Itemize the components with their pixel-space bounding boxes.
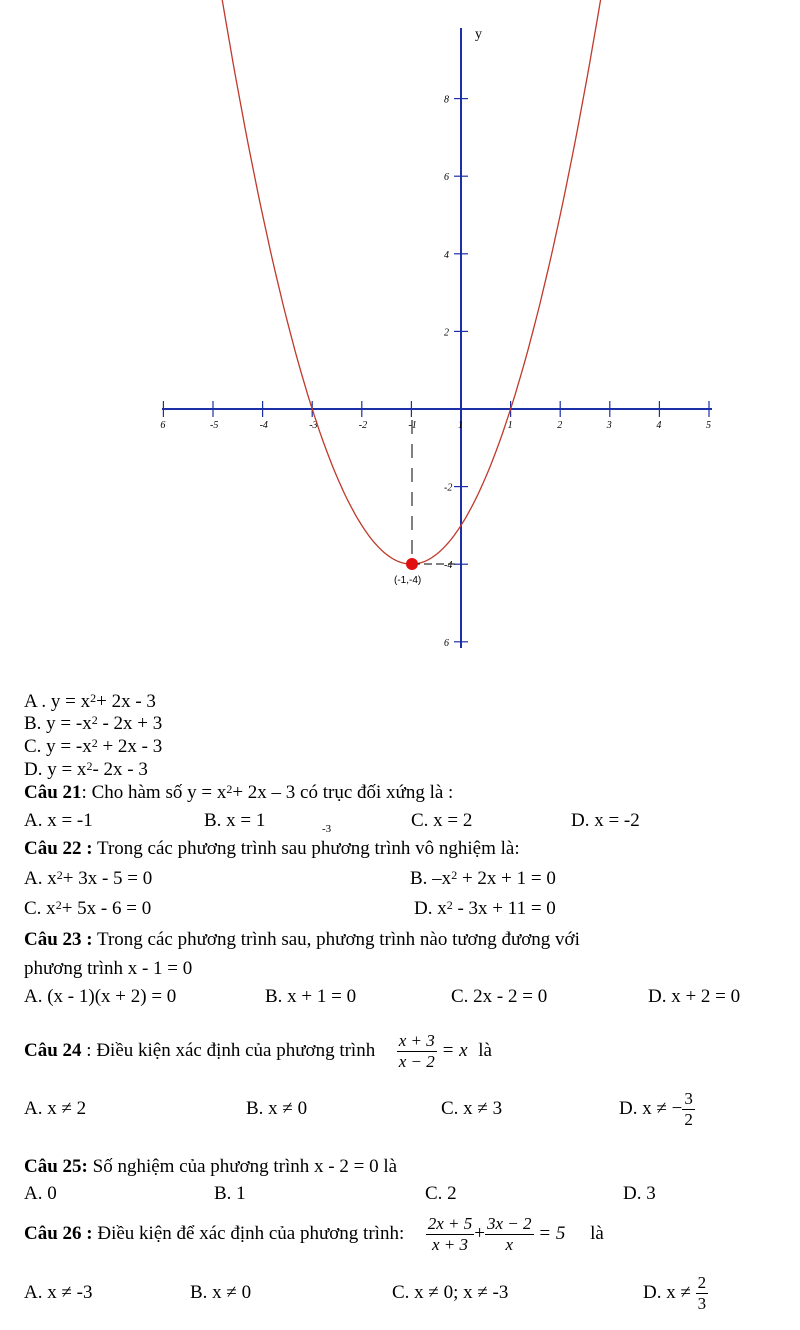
y-axis-label: y bbox=[475, 27, 482, 42]
q22-option-d: D. $x^2 - 3x + 11 = 0$ bbox=[414, 898, 556, 919]
vertex-point bbox=[406, 558, 418, 570]
q24-fraction: $\frac{x + 3}{x - 2}$ bbox=[398, 1031, 435, 1072]
q23-question-line2: phương trình x - 1 = 0 bbox=[24, 958, 193, 979]
prev-option-c: C. $y = -x^2 + 2x - 3$ bbox=[24, 736, 163, 757]
q22-option-b: B. $-x^2 + 2x + 1 = 0$ bbox=[410, 868, 556, 889]
q22-option-a: A. $x^2+ 3x - 5 = 0$ bbox=[24, 868, 153, 889]
x-tick-label: -3 bbox=[309, 420, 318, 431]
q26-option-d: D. x ≠ $\frac{2}{3}$ bbox=[643, 1273, 707, 1314]
y-ticks bbox=[444, 95, 468, 649]
parabola-curve bbox=[178, 0, 644, 564]
x-tick-label: 6 bbox=[160, 420, 166, 431]
x-tick-label: 5 bbox=[706, 420, 711, 431]
q26-option-b: B. x ≠ 0 bbox=[190, 1282, 252, 1303]
q26-option-a: A. x ≠ -3 bbox=[24, 1282, 93, 1303]
q22-question: Câu 22 : Trong các phương trình sau phương trình vô nghiệm là: bbox=[24, 838, 520, 859]
x-tick-label: -2 bbox=[358, 420, 368, 431]
q23-option-b: B. x + 1 = 0 bbox=[265, 986, 357, 1007]
vertex-label: (-1,-4) bbox=[394, 575, 422, 586]
x-tick-label: 4 bbox=[656, 420, 662, 431]
q25-option-b: B. 1 bbox=[214, 1183, 246, 1204]
y-tick-label: 6 bbox=[444, 637, 449, 649]
x-ticks bbox=[160, 401, 711, 431]
q26-fraction-2: $\frac{3x - 2}{x}$ bbox=[486, 1214, 532, 1255]
q25-question: Câu 25: Số nghiệm của phương trình x - 2 = 0 là bbox=[24, 1156, 398, 1177]
q21-option-d: D. x = -2 bbox=[571, 810, 640, 831]
prev-option-a: A . $y = x^2+ 2x - 3$ bbox=[24, 691, 156, 712]
q23-question: Câu 23 : Trong các phương trình sau, phương trình nào tương đương với bbox=[24, 929, 580, 950]
x-tick-label: -4 bbox=[259, 420, 268, 431]
q24-question: Câu 24 : Điều kiện xác định của phương trình $\frac{x + 3}{x - 2}$ = x là bbox=[24, 1031, 492, 1072]
q21-stray-mark: -3 bbox=[322, 823, 332, 835]
q25-option-d: D. 3 bbox=[623, 1183, 656, 1204]
parabola-graph bbox=[0, 0, 800, 660]
q21-option-c: C. x = 2 bbox=[411, 810, 473, 831]
y-tick-label: -2 bbox=[444, 482, 453, 494]
q22-option-c: C. $x^2+ 5x - 6 = 0$ bbox=[24, 898, 152, 919]
q23-option-a: A. (x - 1)(x + 2) = 0 bbox=[24, 986, 177, 1007]
q25-option-c: C. 2 bbox=[425, 1183, 457, 1204]
y-tick-label: 2 bbox=[444, 327, 449, 339]
q21-question: Câu 21: Cho hàm số $y = x^2+ 2x - 3$ có trục đối xứng là : bbox=[24, 782, 454, 803]
q23-option-c: C. 2x - 2 = 0 bbox=[451, 986, 548, 1007]
y-tick-label: 4 bbox=[444, 249, 449, 261]
q23-option-d: D. x + 2 = 0 bbox=[648, 986, 741, 1007]
q24-option-d: D. x ≠ − $\frac{3}{2}$ bbox=[619, 1089, 693, 1130]
q24-option-c: C. x ≠ 3 bbox=[441, 1098, 503, 1119]
q25-option-a: A. 0 bbox=[24, 1183, 57, 1204]
q24-option-b: B. x ≠ 0 bbox=[246, 1098, 308, 1119]
x-tick-label: 3 bbox=[606, 420, 612, 431]
q26-fraction-1: $\frac{2x + 5}{x + 3}$ bbox=[427, 1214, 473, 1255]
x-tick-label: -5 bbox=[210, 420, 219, 431]
x-tick-label: 1 bbox=[507, 420, 513, 431]
q26-question: Câu 26 : Điều kiện để xác định của phương trình: $\frac{2x + 5}{x + 3}$ + $\frac{3x - 2}{x}$ = 5 là bbox=[24, 1214, 604, 1255]
x-tick-label: 1 bbox=[458, 420, 463, 431]
y-tick-label: -4 bbox=[444, 560, 453, 572]
q24-option-a: A. x ≠ 2 bbox=[24, 1098, 87, 1119]
q26-option-c: C. x ≠ 0; x ≠ -3 bbox=[392, 1282, 509, 1303]
prev-option-b: B. $y = -x^2 - 2x + 3$ bbox=[24, 713, 163, 734]
q21-option-a: A. x = -1 bbox=[24, 810, 93, 831]
x-tick-label: -1 bbox=[408, 420, 417, 431]
q21-option-b: B. x = 1 bbox=[204, 810, 266, 831]
y-tick-label: 8 bbox=[444, 94, 449, 106]
y-tick-label: 6 bbox=[444, 172, 449, 184]
x-tick-label: 2 bbox=[557, 420, 563, 431]
prev-option-d: D. $y = x^2-$ 2x - 3 bbox=[24, 759, 148, 780]
